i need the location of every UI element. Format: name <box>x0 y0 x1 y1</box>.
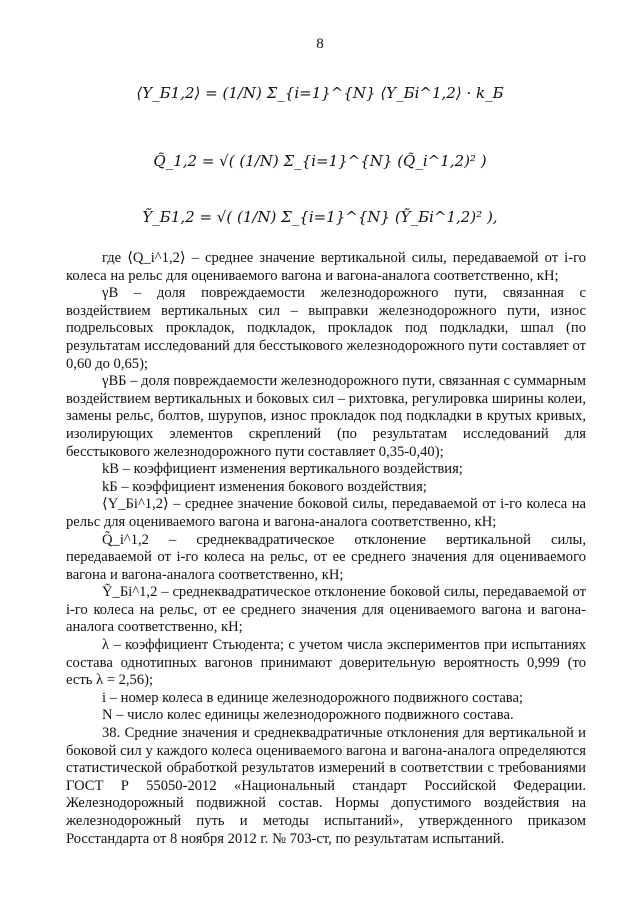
paragraph-def-k-v: kВ – коэффициент изменения вертикального воздействия; <box>102 461 463 478</box>
paragraph-def-lambda: λ – коэффициент Стьюдента; с учетом числа экспериментов при испытаниях состава однотипных вагонов принимают доверительную вероятность 0,999 (то есть λ = 2,56); <box>66 637 586 689</box>
paragraph-def-rms-lateral: Ỹ_Бi^1,2 – среднеквадратическое отклонение боковой силы, передаваемой от i-го колеса на рельс, от ее среднего значения для оцениваемого вагона и вагона-аналога соответственно, кН; <box>66 584 586 636</box>
formula-mean-lateral-force: ⟨Y_Б1,2⟩ = (1/N) Σ_{i=1}^{N} ⟨Y_Бi^1,2⟩ · k_Б <box>136 84 504 102</box>
paragraph-def-k-b: kБ – коэффициент изменения бокового воздействия; <box>102 478 427 495</box>
paragraph-def-gamma-vb: γВБ – доля повреждаемости железнодорожного пути, связанная с суммарным воздействием вертикальных и боковых сил – рихтовка, регулировка ширины колеи, замены рельс, болтов, шурупов, износ прокладок под подкладки в крутых кривых, изолирующих элементов скреплений (по результатам исследований для бесстыкового железнодорожного пути составляет 0,35-0,40); <box>66 373 586 460</box>
paragraph-def-mean-lateral-force: ⟨Y_Бi^1,2⟩ – среднее значение боковой силы, передаваемой от i-го колеса на рельс для оцениваемого вагона и вагона-аналога соответственно, кН; <box>66 496 586 530</box>
paragraph-def-n: N – число колес единицы железнодорожного подвижного состава. <box>102 707 514 724</box>
formula-rms-lateral-force: Ỹ_Б1,2 = √( (1/N) Σ_{i=1}^{N} (Ỹ_Бi^1,2)² ), <box>142 208 498 226</box>
paragraph-38: 38. Средние значения и среднеквадратичные отклонения для вертикальной и боковой сил у каждого колеса оцениваемого вагона и вагона-аналога определяются статистической обработкой результатов измерений в соответствии с требованиями ГОСТ Р 55050-2012 «Национальный стандарт Российской Федерации. Железнодорожный подвижной состав. Нормы допустимого воздействия на железнодорожный путь и методы испытаний», утвержденного приказом Росстандарта от 8 ноября 2012 г. № 703-ст, по результатам испытаний. <box>66 725 586 847</box>
document-body <box>66 250 586 848</box>
formula-rms-vertical-force: Q̃_1,2 = √( (1/N) Σ_{i=1}^{N} (Q̃_i^1,2)² ) <box>153 152 487 170</box>
paragraph-def-mean-vertical-force: где ⟨Q_i^1,2⟩ – среднее значение вертикальной силы, передаваемой от i-го колеса на рельс для оцениваемого вагона и вагона-аналога соответственно, кН; <box>66 250 586 284</box>
page-number: 8 <box>316 36 324 52</box>
paragraph-def-gamma-v: γВ – доля повреждаемости железнодорожного пути, связанная с воздействием вертикальных сил – выправки железнодорожного пути, износ подрельсовых прокладок, подкладок, прокладок под подкладки, шпал (по результатам исследований для бесстыкового железнодорожного пути составляет от 0,60 до 0,65); <box>66 285 586 372</box>
paragraph-def-rms-vertical: Q̃_i^1,2 – среднеквадратическое отклонение вертикальной силы, передаваемой от i-го колеса на рельс, от ее среднего значения для оцениваемого вагона и вагона-аналога соответственно, кН; <box>66 531 586 583</box>
paragraph-def-i: i – номер колеса в единице железнодорожного подвижного состава; <box>102 689 524 706</box>
